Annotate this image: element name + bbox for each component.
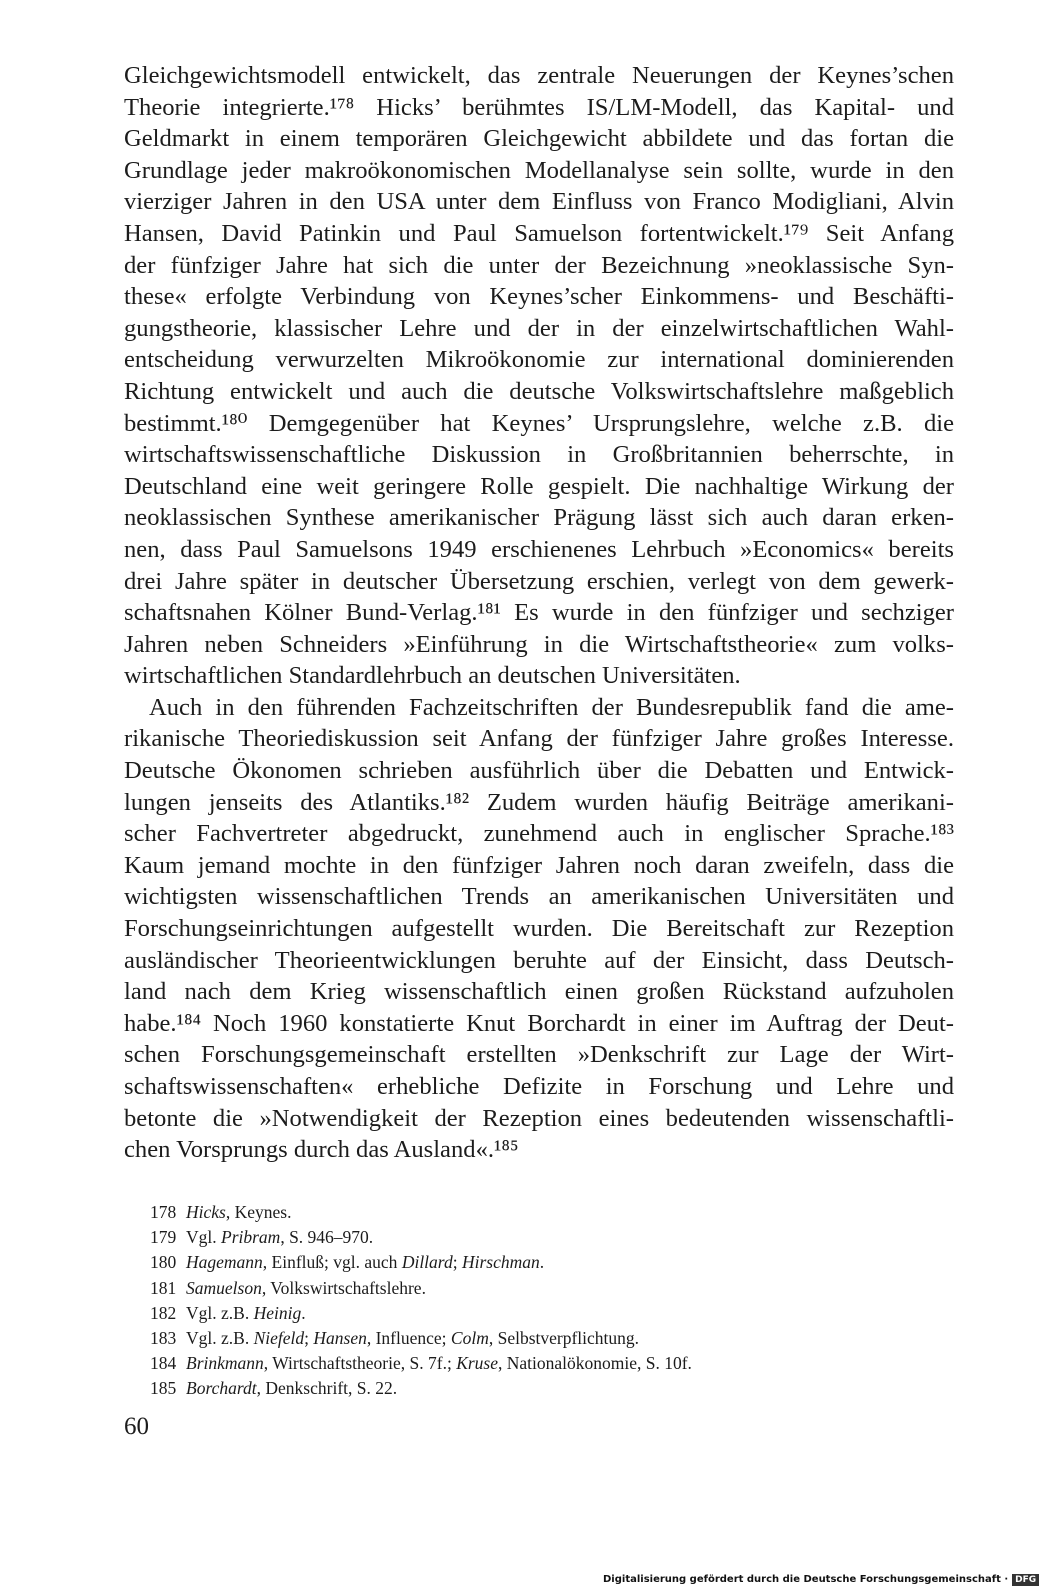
footnote-number: 181 <box>150 1277 177 1298</box>
footnote-number: 178 <box>150 1202 177 1222</box>
text-line: Geldmarkt in einem temporären Gleichgewicht abbildete und das fortan die <box>124 125 954 153</box>
footnote-number: 184 <box>150 1353 177 1374</box>
footnote-author: Hirschman <box>461 1252 540 1273</box>
text-line: Deutsche Ökonomen schrieben ausführlich über die Debatten und Entwick- <box>124 757 954 785</box>
text-line: wirtschaftswissenschaftliche Diskussion in Großbritannien beherrschte, in <box>124 441 954 469</box>
text-line: Auch in den führenden Fachzeitschriften der Bundesrepublik fand die ame- <box>149 693 954 721</box>
footnote-text: , S. 946–970. <box>280 1227 374 1248</box>
body-text <box>124 60 954 1166</box>
page-number: 60 <box>124 1413 149 1440</box>
footnote-182 <box>150 1301 870 1326</box>
footnote-181 <box>150 1276 870 1301</box>
text-line: schen Forschungsgemeinschaft erstellten »Denkschrift zur Lage der Wirt- <box>124 1041 954 1069</box>
footnote-number: 182 <box>150 1302 177 1323</box>
text-line: rikanische Theoriediskussion seit Anfang der fünfziger Jahre großes Interesse. <box>124 725 954 753</box>
footnote-184 <box>150 1351 870 1376</box>
footnote-text: , Einfluß; vgl. auch <box>262 1252 402 1273</box>
footnote-text: , Denkschrift, S. 22. <box>256 1378 398 1399</box>
text-line: habe.¹⁸⁴ Noch 1960 konstatierte Knut Borchardt in einer im Auftrag der Deut- <box>124 1009 954 1037</box>
footnote-text: , Keynes. <box>225 1202 292 1222</box>
text-line: chen Vorsprungs durch das Ausland«.¹⁸⁵ <box>124 1136 519 1164</box>
text-line: lungen jenseits des Atlantiks.¹⁸² Zudem wurden häufig Beiträge amerikani- <box>124 788 954 816</box>
text-line: land nach dem Krieg wissenschaftlich einen großen Rückstand aufzuholen <box>124 978 954 1006</box>
footnote-number: 180 <box>150 1252 177 1273</box>
text-line: ausländischer Theorieentwicklungen beruhte auf der Einsicht, dass Deutsch- <box>124 946 954 974</box>
footnote-author: Kruse <box>456 1353 498 1374</box>
text-line: these« erfolgte Verbindung von Keynes’scher Einkommens- und Beschäfti- <box>124 283 954 311</box>
footnote-author: Pribram <box>221 1227 281 1248</box>
footnote-185 <box>150 1376 870 1401</box>
footnote-text: Vgl. <box>186 1227 221 1248</box>
footnote-180 <box>150 1250 870 1275</box>
footnote-text: , Nationalökonomie, S. 10f. <box>498 1353 692 1374</box>
footnote-author: Samuelson <box>186 1277 262 1298</box>
text-line: Deutschland eine weit geringere Rolle gespielt. Die nachhaltige Wirkung der <box>124 472 954 500</box>
paragraph-1 <box>124 60 954 692</box>
footnote-text: . <box>301 1302 306 1323</box>
footnote-author: Colm <box>450 1327 489 1348</box>
footnote-author: Hagemann <box>186 1252 263 1273</box>
text-line: betonte die »Notwendigkeit der Rezeption eines bedeutenden wissenschaftli- <box>124 1104 954 1132</box>
text-line: entscheidung verwurzelten Mikroökonomie zur international dominierenden <box>124 346 954 374</box>
text-line: bestimmt.¹⁸⁰ Demgegenüber hat Keynes’ Ursprungslehre, welche z.B. die <box>124 409 954 437</box>
footnote-author: Hansen <box>313 1327 367 1348</box>
text-line: Richtung entwickelt und auch die deutsche Volkswirtschaftslehre maßgeblich <box>124 377 954 405</box>
footnote-author: Dillard <box>401 1252 453 1273</box>
footnote-author: Hicks <box>186 1202 226 1222</box>
footnote-text: Vgl. z.B. <box>186 1327 254 1348</box>
footnote-author: Niefeld <box>253 1327 305 1348</box>
text-line: neoklassischen Synthese amerikanischer Prägung lässt sich auch daran erken- <box>124 504 954 532</box>
text-line: Gleichgewichtsmodell entwickelt, das zentrale Neuerungen der Keynes’schen <box>124 62 954 89</box>
paragraph-2 <box>124 692 954 1166</box>
text-line: drei Jahre später in deutscher Übersetzung erschien, verlegt von dem gewerk- <box>124 567 954 595</box>
footnote-text: ; <box>452 1252 462 1273</box>
footnote-number: 183 <box>150 1327 177 1348</box>
footnote-183 <box>150 1326 870 1351</box>
text-line: Theorie integrierte.¹⁷⁸ Hicks’ berühmtes IS/LM-Modell, das Kapital- und <box>124 93 954 121</box>
footnote-author: Heinig <box>253 1302 302 1323</box>
credit-text: Digitalisierung gefördert durch die Deutsche Forschungsgemeinschaft · <box>603 1574 1009 1585</box>
footnote-179 <box>150 1225 870 1250</box>
text-line: nen, dass Paul Samuelsons 1949 erschienenes Lehrbuch »Economics« bereits <box>124 535 954 563</box>
footnote-text: , Selbstverpflichtung. <box>488 1327 640 1348</box>
digitization-credit <box>603 1574 1039 1586</box>
footnote-178 <box>150 1200 870 1225</box>
footnote-number: 179 <box>150 1227 177 1248</box>
footnote-text: , Wirtschaftstheorie, S. 7f.; <box>263 1353 457 1374</box>
text-line: Jahren neben Schneiders »Einführung in die Wirtschaftstheorie« zum volks- <box>124 630 954 658</box>
footnote-number: 185 <box>150 1378 177 1399</box>
footnote-text: , Volkswirtschaftslehre. <box>261 1277 426 1298</box>
footnote-author: Brinkmann <box>186 1353 264 1374</box>
text-line: der fünfziger Jahre hat sich die unter der Bezeichnung »neoklassische Syn- <box>124 251 954 279</box>
footnote-text: , Influence; <box>366 1327 451 1348</box>
text-line: wirtschaftlichen Standardlehrbuch an deutschen Universitäten. <box>124 662 741 690</box>
text-line: schaftswissenschaften« erhebliche Defizite in Forschung und Lehre und <box>124 1073 954 1100</box>
text-line: scher Fachvertreter abgedruckt, zunehmend auch in englischer Sprache.¹⁸³ <box>124 820 954 848</box>
text-line: wichtigsten wissenschaftlichen Trends an amerikanischen Universitäten und <box>124 883 954 911</box>
footnotes <box>150 1200 870 1402</box>
text-line: Hansen, David Patinkin und Paul Samuelson fortentwickelt.¹⁷⁹ Seit Anfang <box>124 219 954 247</box>
text-line: gungstheorie, klassischer Lehre und der in der einzelwirtschaftlichen Wahl- <box>124 314 954 342</box>
footnote-text: . <box>539 1252 545 1273</box>
text-line: Grundlage jeder makroökonomischen Modellanalyse sein sollte, wurde in den <box>124 156 954 184</box>
text-line: schaftsnahen Kölner Bund-Verlag.¹⁸¹ Es wurde in den fünfziger und sechziger <box>124 599 954 627</box>
footnote-text: ; <box>304 1327 314 1348</box>
text-line: Kaum jemand mochte in den fünfziger Jahren noch daran zweifeln, dass die <box>124 851 954 879</box>
footnote-text: Vgl. z.B. <box>186 1302 254 1323</box>
footnote-author: Borchardt <box>186 1378 257 1399</box>
text-line: Forschungseinrichtungen aufgestellt wurden. Die Bereitschaft zur Rezeption <box>124 915 954 943</box>
text-line: vierziger Jahren in den USA unter dem Einfluss von Franco Modigliani, Alvin <box>124 188 954 216</box>
dfg-logo: DFG <box>1012 1574 1039 1586</box>
